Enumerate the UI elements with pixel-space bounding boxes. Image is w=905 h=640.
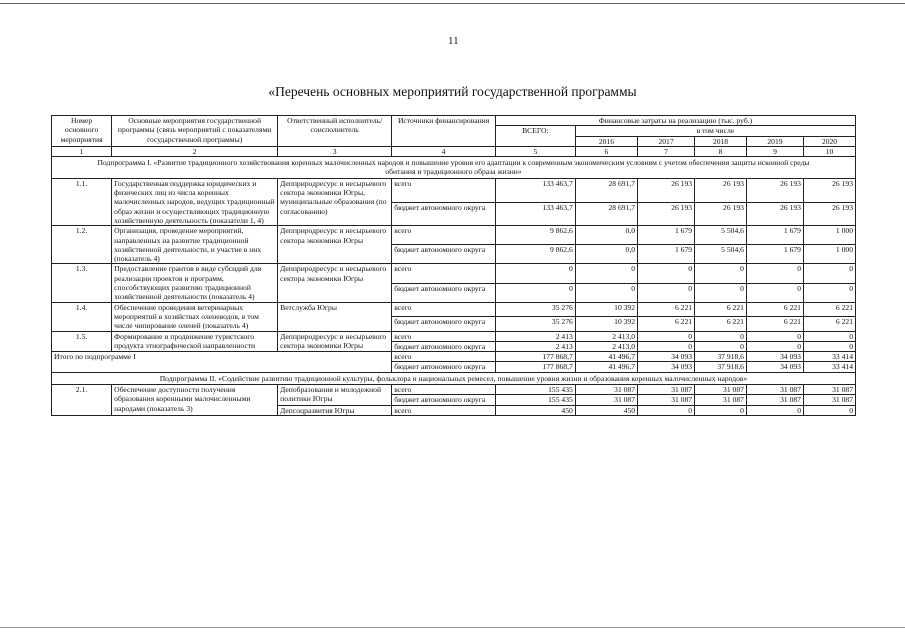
column-number: 6 bbox=[575, 146, 637, 156]
header-year: 2017 bbox=[638, 136, 695, 146]
year-value-cell: 0 bbox=[746, 283, 803, 302]
column-number: 8 bbox=[695, 146, 747, 156]
year-value-cell: 1 000 bbox=[803, 245, 855, 264]
year-value-cell: 0 bbox=[746, 331, 803, 341]
year-value-cell: 0 bbox=[746, 405, 803, 415]
year-value-cell: 6 221 bbox=[746, 302, 803, 316]
column-number: 3 bbox=[278, 146, 392, 156]
year-value-cell: 34 093 bbox=[746, 362, 803, 372]
subprogram-2-title: Подпрограмма II. «Содействие развитию традиционной культуры, фольклора и национальных ремесел, повышение уровня жизни и образования коренных малочисленных народов» bbox=[52, 372, 856, 384]
year-value-cell: 0 bbox=[695, 283, 747, 302]
year-value-cell: 0 bbox=[638, 331, 695, 341]
year-value-cell: 0 bbox=[638, 264, 695, 283]
year-value-cell: 26 193 bbox=[803, 178, 855, 202]
year-value-cell: 31 087 bbox=[695, 395, 747, 405]
year-value-cell: 1 679 bbox=[638, 245, 695, 264]
source-cell: всего bbox=[392, 352, 496, 362]
top-rule bbox=[0, 3, 905, 4]
activity-number: 2.1. bbox=[52, 385, 112, 416]
year-value-cell: 0 bbox=[638, 283, 695, 302]
year-value-cell: 0 bbox=[746, 341, 803, 351]
year-value-cell: 31 087 bbox=[803, 395, 855, 405]
year-value-cell: 26 193 bbox=[803, 202, 855, 226]
total-cell: 177 868,7 bbox=[495, 362, 575, 372]
column-number: 1 bbox=[52, 146, 112, 156]
activity-number: 1.5. bbox=[52, 331, 112, 352]
year-value-cell: 41 496,7 bbox=[575, 362, 637, 372]
document-title: «Перечень основных мероприятий государственной программы bbox=[268, 84, 637, 99]
header-finance: Финансовые затраты на реализацию (тыс. руб.) bbox=[495, 116, 855, 126]
year-value-cell: 5 504,6 bbox=[695, 245, 747, 264]
responsible-executor: Депобразования и молодежной политики Югры bbox=[278, 385, 392, 406]
year-value-cell: 31 087 bbox=[803, 385, 855, 395]
header-source: Источники финансирования bbox=[392, 116, 496, 147]
year-value-cell: 33 414 bbox=[803, 352, 855, 362]
source-cell: всего bbox=[392, 405, 496, 415]
subprogram-row bbox=[52, 372, 856, 384]
column-number: 4 bbox=[392, 146, 496, 156]
year-value-cell: 0 bbox=[695, 341, 747, 351]
year-value-cell: 2 413,0 bbox=[575, 331, 637, 341]
header-activity: Основные мероприятия государственной программы (связь мероприятий с показателями государственной программы) bbox=[112, 116, 278, 147]
total-cell: 0 bbox=[495, 264, 575, 283]
header-responsible: Ответственный исполнитель/ соисполнитель bbox=[278, 116, 392, 147]
year-value-cell: 0 bbox=[638, 405, 695, 415]
year-value-cell: 34 093 bbox=[638, 352, 695, 362]
source-cell: всего bbox=[392, 226, 496, 245]
program-table bbox=[51, 115, 856, 416]
activity-number: 1.2. bbox=[52, 226, 112, 264]
year-value-cell: 33 414 bbox=[803, 362, 855, 372]
year-value-cell: 0 bbox=[746, 264, 803, 283]
year-value-cell: 6 221 bbox=[638, 317, 695, 331]
year-value-cell: 0 bbox=[695, 264, 747, 283]
year-value-cell: 0 bbox=[695, 331, 747, 341]
total-cell: 450 bbox=[495, 405, 575, 415]
activity-number: 1.3. bbox=[52, 264, 112, 302]
activity-name: Государственная поддержка юридических и физических лиц из числа коренных малочисленных народов, ведущих традиционный образ жизни и осуществляющих традиционную хозяйственную деятельность (показатели 1, 4) bbox=[112, 178, 278, 225]
source-cell: бюджет автономного округа bbox=[392, 283, 496, 302]
source-cell: бюджет автономного округа bbox=[392, 362, 496, 372]
source-cell: бюджет автономного округа bbox=[392, 395, 496, 405]
table-row bbox=[52, 264, 856, 283]
activity-number: 1.1. bbox=[52, 178, 112, 225]
responsible-executor: Депприродресурс и несырьевого сектора экономики Югры bbox=[278, 226, 392, 264]
table-body bbox=[52, 116, 856, 416]
year-value-cell: 6 221 bbox=[695, 317, 747, 331]
source-cell: бюджет автономного округа bbox=[392, 341, 496, 351]
year-value-cell: 31 087 bbox=[746, 395, 803, 405]
responsible-executor: Ветслужба Югры bbox=[278, 302, 392, 331]
header-year: 2019 bbox=[746, 136, 803, 146]
bottom-rule bbox=[0, 627, 905, 628]
activity-name: Организация, проведение мероприятий, направленных на развитие традиционной хозяйственной деятельности, и участие в них (показатель 4) bbox=[112, 226, 278, 264]
year-value-cell: 0 bbox=[575, 264, 637, 283]
year-value-cell: 0 bbox=[803, 331, 855, 341]
total-cell: 35 276 bbox=[495, 302, 575, 316]
year-value-cell: 26 193 bbox=[695, 178, 747, 202]
year-value-cell: 0 bbox=[803, 405, 855, 415]
source-cell: всего bbox=[392, 385, 496, 395]
year-value-cell: 26 193 bbox=[746, 202, 803, 226]
source-cell: всего bbox=[392, 302, 496, 316]
year-value-cell: 1 000 bbox=[803, 226, 855, 245]
header-row bbox=[52, 116, 856, 126]
year-value-cell: 1 679 bbox=[746, 245, 803, 264]
table-row bbox=[52, 226, 856, 245]
year-value-cell: 1 679 bbox=[746, 226, 803, 245]
year-value-cell: 31 087 bbox=[695, 385, 747, 395]
header-year: 2020 bbox=[803, 136, 855, 146]
responsible-executor: Депприродресурс и несырьевого сектора экономики Югры bbox=[278, 331, 392, 352]
year-value-cell: 0,0 bbox=[575, 245, 637, 264]
year-value-cell: 31 087 bbox=[638, 395, 695, 405]
column-number: 9 bbox=[746, 146, 803, 156]
year-value-cell: 0 bbox=[695, 405, 747, 415]
year-value-cell: 450 bbox=[575, 405, 637, 415]
source-cell: всего bbox=[392, 178, 496, 202]
column-number: 7 bbox=[638, 146, 695, 156]
year-value-cell: 34 093 bbox=[638, 362, 695, 372]
header-year: 2016 bbox=[575, 136, 637, 146]
source-cell: всего bbox=[392, 331, 496, 341]
header-total: ВСЕГО: bbox=[495, 126, 575, 147]
source-cell: бюджет автономного округа bbox=[392, 317, 496, 331]
year-value-cell: 6 221 bbox=[746, 317, 803, 331]
source-cell: бюджет автономного округа bbox=[392, 245, 496, 264]
total-cell: 2 413 bbox=[495, 341, 575, 351]
year-value-cell: 0 bbox=[803, 264, 855, 283]
total-cell: 177 868,7 bbox=[495, 352, 575, 362]
column-number: 2 bbox=[112, 146, 278, 156]
page-number: 11 bbox=[448, 35, 459, 47]
column-number-row bbox=[52, 146, 856, 156]
header-incl: в том числе bbox=[575, 126, 855, 136]
total-cell: 133 463,7 bbox=[495, 202, 575, 226]
column-number: 10 bbox=[803, 146, 855, 156]
total-cell: 9 862,6 bbox=[495, 226, 575, 245]
year-value-cell: 26 193 bbox=[638, 202, 695, 226]
year-value-cell: 6 221 bbox=[803, 317, 855, 331]
activity-number: 1.4. bbox=[52, 302, 112, 331]
year-value-cell: 26 193 bbox=[638, 178, 695, 202]
year-value-cell: 0 bbox=[575, 283, 637, 302]
year-value-cell: 31 087 bbox=[575, 395, 637, 405]
total-cell: 9 862,6 bbox=[495, 245, 575, 264]
year-value-cell: 6 221 bbox=[695, 302, 747, 316]
year-value-cell: 5 504,6 bbox=[695, 226, 747, 245]
year-value-cell: 28 691,7 bbox=[575, 202, 637, 226]
total-cell: 35 276 bbox=[495, 317, 575, 331]
year-value-cell: 6 221 bbox=[638, 302, 695, 316]
column-number: 5 bbox=[495, 146, 575, 156]
activity-name: Формирование и продвижение туристского продукта этнографической направленности bbox=[112, 331, 278, 352]
year-value-cell: 0 bbox=[803, 283, 855, 302]
header-num: Номер основного мероприятия bbox=[52, 116, 112, 147]
year-value-cell: 0 bbox=[803, 341, 855, 351]
table-row bbox=[52, 302, 856, 316]
table-row bbox=[52, 331, 856, 341]
responsible-executor: Депприродресурс и несырьевого сектора экономики Югры bbox=[278, 264, 392, 302]
header-year: 2018 bbox=[695, 136, 747, 146]
total-cell: 2 413 bbox=[495, 331, 575, 341]
year-value-cell: 26 193 bbox=[746, 178, 803, 202]
year-value-cell: 28 691,7 bbox=[575, 178, 637, 202]
source-cell: бюджет автономного округа bbox=[392, 202, 496, 226]
year-value-cell: 26 193 bbox=[695, 202, 747, 226]
year-value-cell: 1 679 bbox=[638, 226, 695, 245]
total-cell: 133 463,7 bbox=[495, 178, 575, 202]
subprogram-1-title: Подпрограмма I. «Развитие традиционного хозяйствования коренных малочисленных народов и повышение уровня его адаптации к современным экономическим условиям с учетом обеспечения защиты исконной среды обитания и традиционного образа жизни» bbox=[52, 157, 856, 179]
year-value-cell: 31 087 bbox=[575, 385, 637, 395]
total-cell: 155 435 bbox=[495, 395, 575, 405]
year-value-cell: 2 413,0 bbox=[575, 341, 637, 351]
year-value-cell: 37 918,6 bbox=[695, 352, 747, 362]
year-value-cell: 34 093 bbox=[746, 352, 803, 362]
year-value-cell: 10 392 bbox=[575, 317, 637, 331]
responsible-executor: Депсоцразвития Югры bbox=[278, 405, 392, 415]
subtotal-label: Итого по подпрограмме I bbox=[52, 352, 392, 373]
table-row bbox=[52, 178, 856, 202]
year-value-cell: 6 221 bbox=[803, 302, 855, 316]
activity-name: Обеспечение проведения ветеринарных мероприятий в хозяйствах оленеводов, в том числе чипирование оленей (показатель 4) bbox=[112, 302, 278, 331]
subtotal-row bbox=[52, 352, 856, 362]
total-cell: 0 bbox=[495, 283, 575, 302]
table-row bbox=[52, 385, 856, 395]
year-value-cell: 0 bbox=[638, 341, 695, 351]
activity-name: Обеспечение доступности получения образования коренными малочисленными народами (показатель 3) bbox=[112, 385, 278, 416]
source-cell: всего bbox=[392, 264, 496, 283]
year-value-cell: 41 496,7 bbox=[575, 352, 637, 362]
program-table-wrapper bbox=[51, 115, 856, 416]
activity-name: Предоставление грантов в виде субсидий для реализации проектов и программ, способствующих развитию традиционной хозяйственной деятельности (показатель 4) bbox=[112, 264, 278, 302]
subprogram-row bbox=[52, 157, 856, 179]
year-value-cell: 31 087 bbox=[638, 385, 695, 395]
year-value-cell: 31 087 bbox=[746, 385, 803, 395]
total-cell: 155 435 bbox=[495, 385, 575, 395]
year-value-cell: 37 918,6 bbox=[695, 362, 747, 372]
responsible-executor: Депприродресурс и несырьевого сектора экономики Югры, муниципальные образования (по согласованию) bbox=[278, 178, 392, 225]
year-value-cell: 0,0 bbox=[575, 226, 637, 245]
year-value-cell: 10 392 bbox=[575, 302, 637, 316]
